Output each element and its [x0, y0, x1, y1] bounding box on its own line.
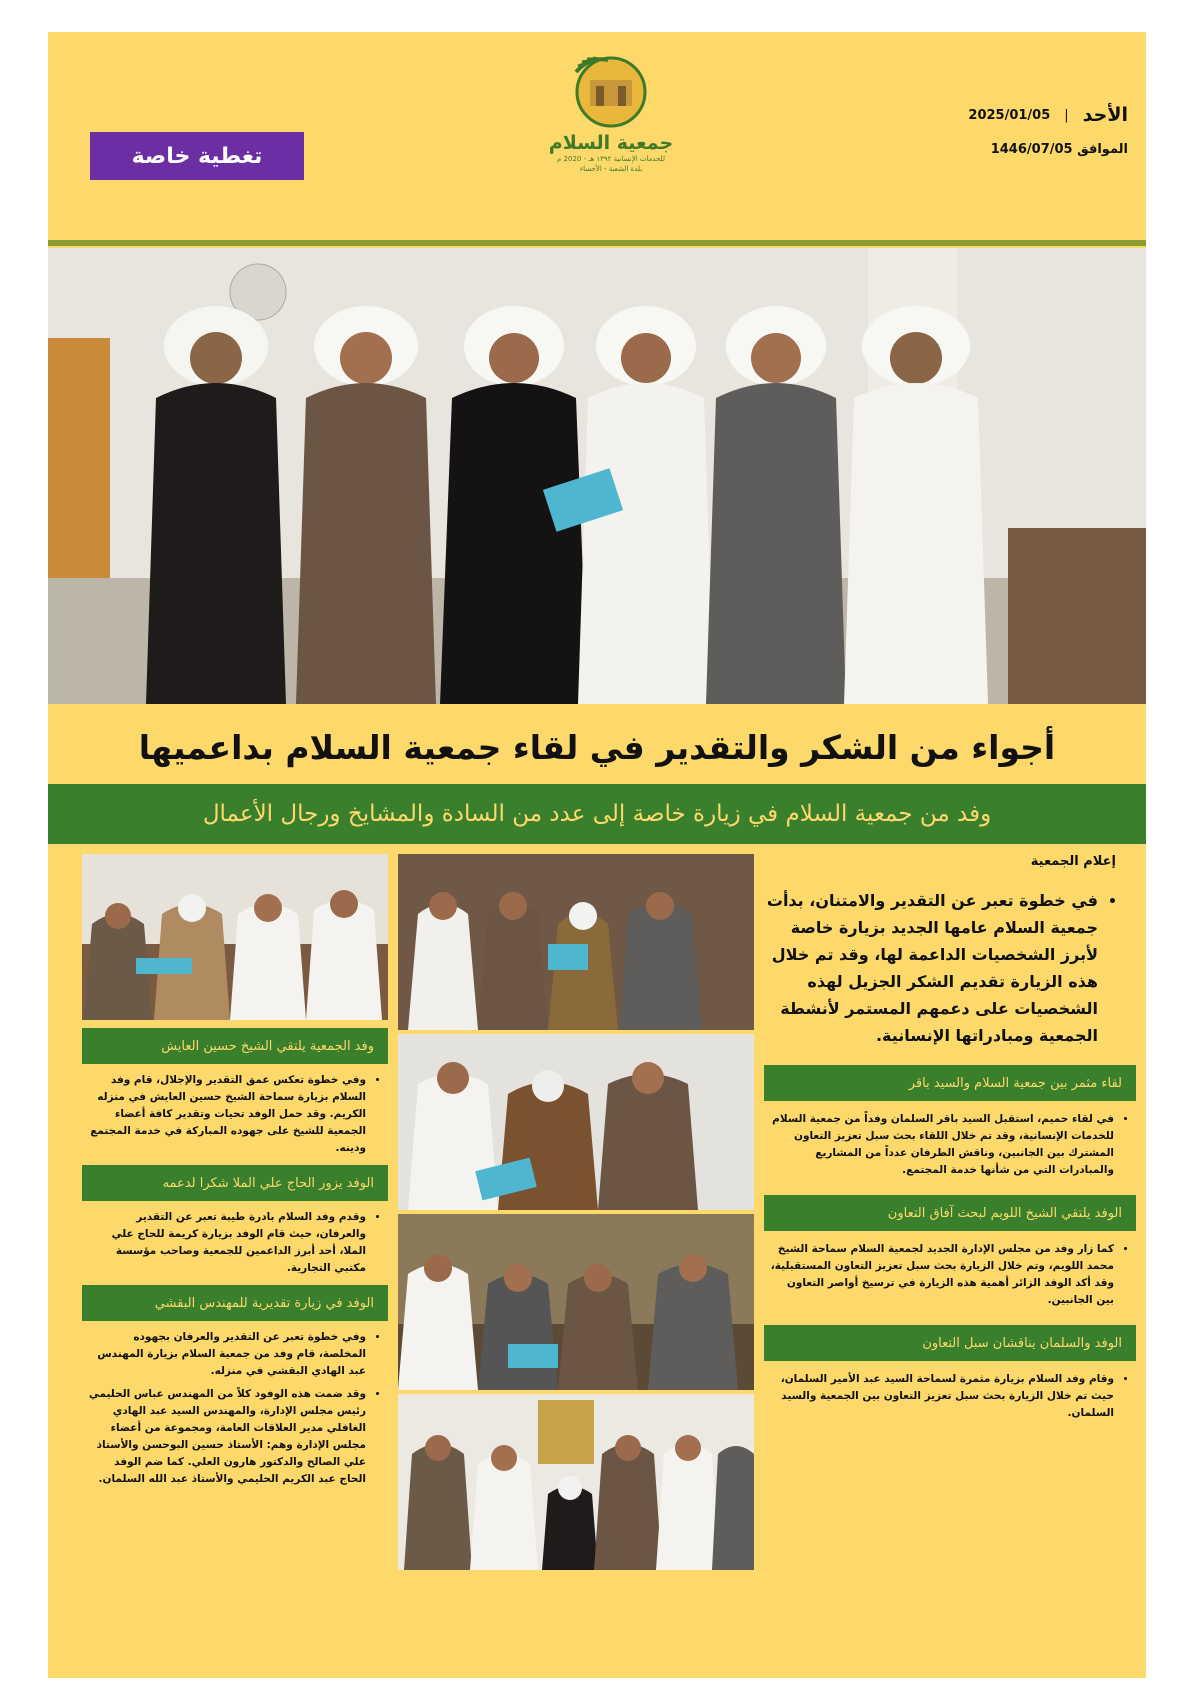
photo-visit-2 — [398, 1034, 754, 1210]
photo-visit-3 — [398, 1214, 754, 1390]
logo-subtitle: للخدمات الإنسانية ١٣٩٢ هـ - 2020 م — [556, 155, 666, 163]
association-logo — [536, 50, 686, 210]
section-body-almulla — [86, 1209, 388, 1277]
paragraph: • وفي خطوة تعكس عمق التقدير والإجلال، قام وفد السلام بزيارة سماحة الشيخ حسين العايش في منزله الكريم. وقد حمل الوفد تحيات وتقدير كافة أعضاء الجمعية للشيخ على جهوده المباركة في خدمة المجتمع ودينه. — [86, 1072, 366, 1157]
section-body-baqer — [768, 1111, 1136, 1179]
logo-location: بلدة الشعبة - الأحساء — [579, 165, 643, 173]
main-group-photo — [48, 248, 1146, 704]
main-headline: أجواء من الشكر والتقدير في لقاء جمعية السلام بداعميها — [138, 727, 1056, 767]
day-name: الأحد — [1082, 104, 1128, 126]
section-title-baqer: لقاء مثمر بين جمعية السلام والسيد باقر — [764, 1065, 1136, 1101]
right-column — [764, 854, 1136, 1674]
section-title-salman: الوفد والسلمان يناقشان سبل التعاون — [764, 1325, 1136, 1361]
byline: إعلام الجمعية — [1030, 854, 1116, 869]
special-coverage-badge: تغطية خاصة — [90, 132, 304, 180]
section-body-alluwaim — [768, 1241, 1136, 1309]
section-title-albuqshi: الوفد في زيارة تقديرية للمهندس البقشي — [82, 1285, 388, 1321]
logo-emblem-icon — [566, 50, 656, 130]
paragraph: • كما زار وفد من مجلس الإدارة الجديد لجمعية السلام سماحة الشيخ محمد اللويم، وتم خلال الزيارة بحث سبل تعزيز التعاون المستقبلية، وقد أكد الوفد الزائر أهمية هذه الزيارة في ترسيخ أواصر التعاون بين الجانبين. — [768, 1241, 1114, 1309]
newsletter-page — [48, 32, 1146, 1678]
header-divider — [48, 240, 1146, 246]
date-separator: | — [1064, 107, 1069, 123]
hijri-date: 1446/07/05 — [990, 142, 1073, 157]
section-body-salman — [768, 1371, 1136, 1422]
section-body-alayesh — [86, 1072, 388, 1157]
header — [48, 32, 1146, 242]
section-title-almulla: الوفد يزور الحاج علي الملا شكرا لدعمه — [82, 1165, 388, 1201]
date-block — [968, 104, 1128, 157]
paragraph: • وفي خطوة تعبر عن التقدير والعرفان بجهوده المخلصة، قام وفد من جمعية السلام بزيارة المهندس عبد الهادي البقشي في منزله. — [86, 1329, 366, 1380]
logo-name: جمعية السلام — [548, 132, 674, 154]
section-title-alayesh: وفد الجمعية يلتقي الشيخ حسين العايش — [82, 1028, 388, 1064]
section-title-alluwaim: الوفد يلتقي الشيخ اللويم لبحث آفاق التعاون — [764, 1195, 1136, 1231]
paragraph: • وقام وفد السلام بزيارة مثمرة لسماحة السيد عبد الأمير السلمان، حيث تم خلال الزيارة بحث سبل تعزيز التعاون بين الجمعية والسيد السلمان. — [768, 1371, 1114, 1422]
paragraph: • وقدم وفد السلام بادرة طيبة تعبر عن التقدير والعرفان، حيث قام الوفد بزيارة كريمة للحاج علي الملا، أحد أبرز الداعمين للجمعية وصاحب مؤسسة مكتبي التجارية. — [86, 1209, 366, 1277]
paragraph-delegation-members: • وقد ضمت هذه الوفود كلاً من المهندس عباس الحليمي رئيس مجلس الإدارة، والمهندس السيد عبد الهادي الغافلي مدير العلاقات العامة، ومجموعة من أعضاء مجلس الإدارة وهم: الأستاذ حسين البوحسن والأستاذ علي الصالح والدكتور هارون العلي. كما ضم الوفد الحاج عبد الكريم الحليمي والأستاذ عبد الله السلمان. — [86, 1386, 366, 1488]
section-body-albuqshi — [86, 1329, 388, 1488]
left-column — [82, 854, 388, 1674]
middle-photo-column — [398, 854, 754, 1674]
photo-visit-4 — [398, 1394, 754, 1570]
lead-paragraph-list — [764, 887, 1136, 1049]
gregorian-date: 2025/01/05 — [968, 107, 1051, 123]
lead-paragraph: • في خطوة تعبر عن التقدير والامتنان، بدأت جمعية السلام عامها الجديد بزيارة خاصة لأبرز الشخصيات الداعمة لها، وقد تم خلال هذه الزيارة تقديم الشكر الجزيل لهذه الشخصيات على دعمهم المستمر لأنشطة الجمعية ومبادراتها الإنسانية. — [764, 887, 1098, 1049]
photo-visit-alayesh — [82, 854, 388, 1020]
photo-visit-1 — [398, 854, 754, 1030]
sub-headline: وفد من جمعية السلام في زيارة خاصة إلى عدد من السادة والمشايخ ورجال الأعمال — [48, 784, 1146, 844]
hijri-label: الموافق — [1077, 142, 1128, 157]
paragraph: • في لقاء حميم، استقبل السيد باقر السلمان وفداً من جمعية السلام للخدمات الإنسانية، وقد تم خلال اللقاء بحث سبل تعزيز التعاون المشترك بين الجانبين، وناقش الطرفان عدداً من المشاريع والمبادرات التي من شأنها خدمة المجتمع. — [768, 1111, 1114, 1179]
